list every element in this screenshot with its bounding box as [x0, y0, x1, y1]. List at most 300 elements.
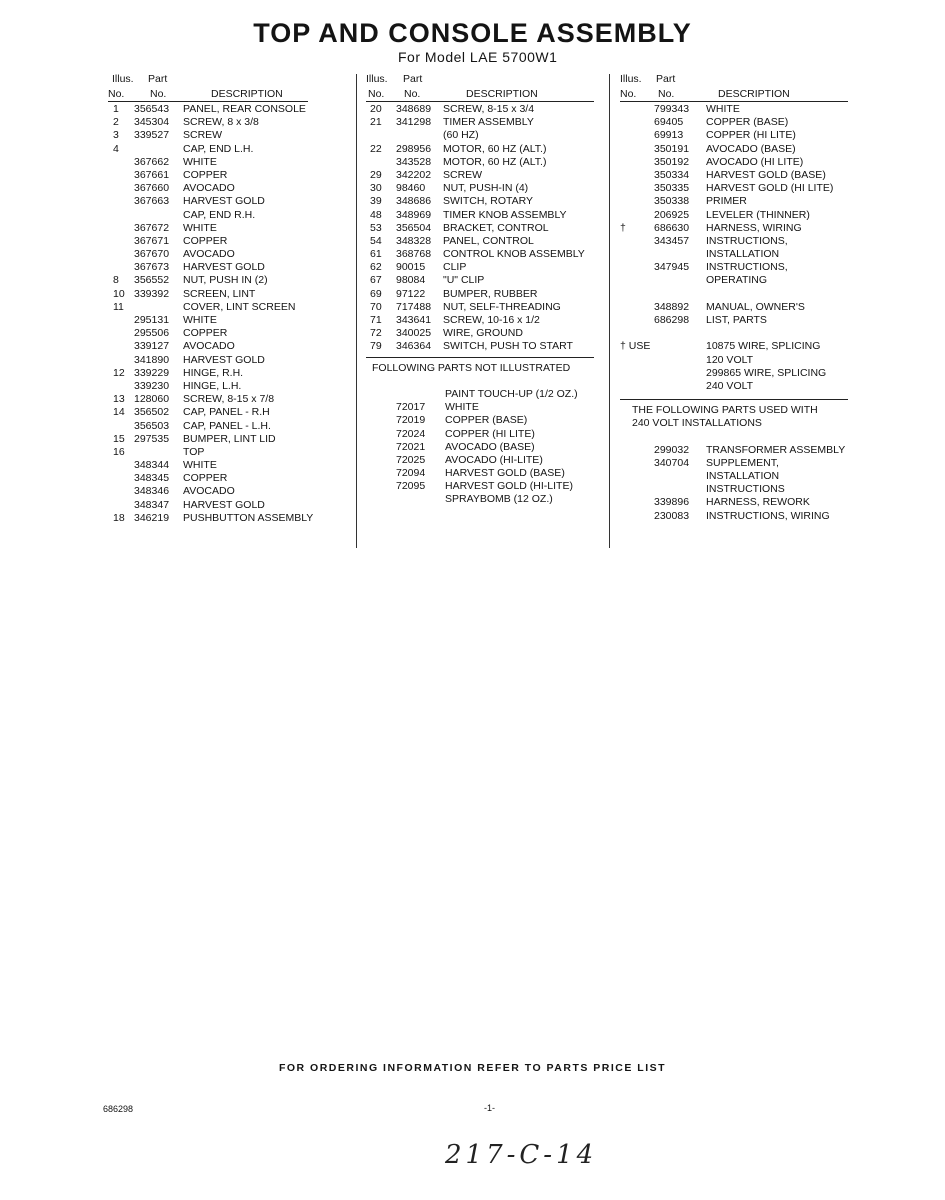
parts-row	[108, 420, 323, 433]
column-header	[108, 73, 323, 103]
page-title: TOP AND CONSOLE ASSEMBLY	[253, 18, 692, 48]
part-number: 298956	[396, 142, 432, 155]
part-number: 339127	[134, 340, 170, 353]
part-number: 348345	[134, 472, 170, 485]
parts-row	[620, 103, 855, 116]
parts-row	[108, 248, 323, 261]
part-description: 10875 WIRE, SPLICING	[706, 340, 821, 353]
parts-row	[108, 354, 323, 367]
part-description: AVOCADO	[183, 485, 235, 498]
part-description: INSTRUCTIONS, WIRING	[706, 509, 830, 522]
parts-row	[108, 406, 323, 419]
parts-row	[620, 444, 855, 457]
part-description: COPPER (BASE)	[445, 414, 528, 427]
part-description: SPRAYBOMB (12 OZ.)	[445, 493, 553, 506]
page-number: -1-	[484, 1103, 495, 1113]
part-number: 717488	[396, 300, 432, 313]
illus-number: 14	[113, 406, 125, 419]
parts-row	[366, 288, 598, 301]
illus-number: 2	[113, 116, 119, 129]
part-description: COPPER	[183, 234, 228, 247]
parts-row	[620, 314, 855, 327]
parts-row	[366, 388, 598, 401]
part-number: 367671	[134, 234, 170, 247]
part-description: SCREW, 10-16 x 1/2	[443, 314, 540, 326]
part-description: COPPER	[183, 327, 228, 340]
illus-number: 70	[370, 300, 382, 313]
part-description: WHITE	[445, 401, 479, 414]
header-part-no: No.	[658, 88, 675, 100]
part-number: 339527	[134, 129, 170, 142]
parts-row	[366, 222, 598, 235]
part-number: 367660	[134, 182, 170, 195]
part-number: 343457	[654, 234, 690, 247]
header-illus-no: No.	[368, 88, 385, 100]
part-description: WIRE, GROUND	[443, 327, 523, 340]
part-number: 72017	[396, 401, 426, 414]
part-description: HARVEST GOLD (BASE)	[706, 168, 826, 181]
column-header	[620, 73, 855, 103]
illus-number: 67	[370, 274, 382, 287]
parts-row	[620, 195, 855, 208]
parts-column-1	[108, 73, 323, 525]
part-description: AVOCADO (HI LITE)	[706, 155, 804, 168]
header-rule	[366, 101, 594, 102]
parts-row	[366, 428, 598, 441]
part-number: 348346	[134, 485, 170, 498]
part-description: CAP, END R.H.	[183, 208, 256, 221]
parts-row	[366, 301, 598, 314]
part-description: WHITE	[706, 103, 740, 115]
part-number: 367673	[134, 261, 170, 274]
part-description: SCREEN, LINT	[183, 287, 256, 300]
illus-number: 29	[370, 168, 382, 181]
parts-row	[366, 156, 598, 169]
part-number: 356543	[134, 103, 170, 115]
parts-row	[108, 393, 323, 406]
parts-row	[620, 261, 855, 274]
part-number: 97122	[396, 287, 426, 300]
part-description: (60 HZ)	[443, 129, 479, 142]
parts-row	[108, 235, 323, 248]
part-number: 348689	[396, 103, 432, 115]
part-description: TOP	[183, 445, 205, 458]
part-number: 69405	[654, 116, 684, 129]
part-number: 350334	[654, 168, 690, 181]
parts-row	[366, 169, 598, 182]
parts-row	[366, 340, 598, 353]
illus-number: 13	[113, 393, 125, 406]
header-part: Part	[403, 73, 423, 85]
part-number: 348344	[134, 459, 170, 472]
part-description: HARNESS, REWORK	[706, 496, 810, 509]
part-description: HINGE, R.H.	[183, 366, 244, 379]
parts-row	[108, 485, 323, 498]
parts-row	[108, 459, 323, 472]
part-description: TIMER KNOB ASSEMBLY	[443, 208, 567, 221]
part-number: 356503	[134, 419, 170, 432]
part-description: LEVELER (THINNER)	[706, 208, 810, 221]
illus-number: 8	[113, 274, 119, 287]
parts-row	[366, 441, 598, 454]
parts-column-2	[366, 73, 598, 507]
header-part: Part	[656, 73, 676, 85]
parts-row	[108, 288, 323, 301]
part-number: 128060	[134, 393, 170, 406]
parts-row	[108, 472, 323, 485]
part-number: 90015	[396, 261, 426, 274]
part-number: 348892	[654, 300, 690, 313]
parts-row	[620, 470, 855, 483]
illus-number: 61	[370, 248, 382, 261]
part-description: CAP, END L.H.	[183, 142, 254, 155]
part-description: COPPER (HI LITE)	[706, 129, 796, 142]
illus-number: 12	[113, 366, 125, 379]
part-number: 356502	[134, 406, 170, 419]
parts-row	[366, 493, 598, 506]
parts-row	[366, 195, 598, 208]
part-description: HARVEST GOLD (BASE)	[445, 467, 565, 480]
parts-row	[366, 401, 598, 414]
illus-number: † USE	[620, 340, 651, 353]
part-number: 350338	[654, 195, 690, 208]
part-description: SUPPLEMENT,	[706, 456, 779, 469]
header-rule	[620, 101, 848, 102]
part-description: SCREW	[183, 129, 223, 142]
illus-number: 20	[370, 103, 382, 115]
parts-row	[108, 367, 323, 380]
volt-240-note-line2: 240 VOLT INSTALLATIONS	[632, 417, 762, 430]
part-description: COVER, LINT SCREEN	[183, 300, 296, 313]
header-part: Part	[148, 73, 168, 85]
parts-row	[366, 209, 598, 222]
parts-row	[620, 380, 855, 393]
illus-number: †	[620, 221, 626, 234]
part-number: 339229	[134, 366, 170, 379]
part-number: 350192	[654, 155, 690, 168]
parts-row	[366, 480, 598, 493]
part-description: HARVEST GOLD	[183, 261, 265, 274]
part-number: 72095	[396, 480, 426, 493]
part-description: PANEL, REAR CONSOLE	[183, 103, 306, 115]
column-divider	[356, 74, 357, 548]
part-number: 299032	[654, 443, 690, 456]
part-description: WHITE	[183, 155, 217, 168]
part-description: AVOCADO (BASE)	[445, 440, 535, 453]
part-description: HARVEST GOLD (HI-LITE)	[445, 480, 573, 493]
part-description: NUT, PUSH IN (2)	[183, 274, 268, 287]
illus-number: 4	[113, 142, 119, 155]
parts-row	[366, 248, 598, 261]
part-description: MOTOR, 60 HZ (ALT.)	[443, 142, 547, 155]
part-description: AVOCADO	[183, 182, 235, 195]
volt-240-parts-list	[620, 444, 855, 523]
parts-row	[620, 340, 855, 353]
column-divider	[609, 74, 610, 548]
part-number: 98460	[396, 182, 426, 195]
part-description: OPERATING	[706, 274, 768, 287]
illus-number: 30	[370, 182, 382, 195]
parts-row	[108, 143, 323, 156]
part-description: TRANSFORMER ASSEMBLY	[706, 443, 846, 456]
parts-row	[108, 222, 323, 235]
parts-row	[366, 116, 598, 129]
parts-row	[108, 380, 323, 393]
header-illus-no: No.	[108, 88, 125, 100]
document-number: 686298	[103, 1104, 134, 1114]
header-description: DESCRIPTION	[211, 88, 283, 100]
part-description: HARVEST GOLD	[183, 498, 265, 511]
parts-row	[620, 327, 855, 340]
header-part-no: No.	[150, 88, 167, 100]
part-description: NUT, PUSH-IN (4)	[443, 182, 529, 195]
part-number: 340704	[654, 456, 690, 469]
column-header	[366, 73, 598, 103]
part-number: 686298	[654, 314, 690, 326]
part-description: BUMPER, LINT LID	[183, 432, 276, 445]
illus-number: 69	[370, 287, 382, 300]
part-number: 350191	[654, 142, 690, 155]
header-illus: Illus.	[366, 73, 388, 85]
part-description: HARNESS, WIRING	[706, 221, 802, 234]
parts-row	[620, 274, 855, 287]
part-description: INSTRUCTIONS,	[706, 234, 788, 247]
part-description: AVOCADO (HI-LITE)	[445, 453, 543, 466]
part-number: 347945	[654, 261, 690, 274]
parts-row	[620, 288, 855, 301]
page-subtitle: For Model LAE 5700W1	[398, 49, 558, 65]
header-description: DESCRIPTION	[718, 88, 790, 100]
part-description: TIMER ASSEMBLY	[443, 116, 534, 129]
parts-row	[620, 235, 855, 248]
illus-number: 22	[370, 142, 382, 155]
illus-number: 11	[113, 300, 124, 313]
header-description: DESCRIPTION	[466, 88, 538, 100]
part-number: 346364	[396, 340, 432, 353]
part-description: COPPER	[183, 168, 228, 181]
part-number: 339896	[654, 496, 690, 509]
part-description: COPPER (HI LITE)	[445, 427, 535, 440]
part-number: 69913	[654, 129, 684, 142]
part-description: SWITCH, ROTARY	[443, 195, 534, 208]
parts-row	[620, 483, 855, 496]
part-number: 348347	[134, 498, 170, 511]
part-description: NUT, SELF-THREADING	[443, 300, 561, 313]
parts-list	[620, 103, 855, 393]
part-number: 343528	[396, 155, 432, 168]
parts-row	[108, 512, 323, 525]
illus-number: 54	[370, 234, 382, 247]
parts-row	[366, 454, 598, 467]
parts-row	[366, 261, 598, 274]
part-description: INSTRUCTIONS	[706, 483, 785, 496]
parts-row	[620, 129, 855, 142]
parts-row	[108, 156, 323, 169]
part-number: 206925	[654, 208, 690, 221]
part-description: PAINT TOUCH-UP (1/2 OZ.)	[445, 387, 578, 400]
part-description: LIST, PARTS	[706, 314, 767, 326]
part-description: "U" CLIP	[443, 274, 485, 287]
part-number: 346219	[134, 511, 170, 524]
parts-row	[108, 182, 323, 195]
parts-row	[620, 169, 855, 182]
part-number: 341890	[134, 353, 170, 366]
part-description: COPPER (BASE)	[706, 116, 789, 129]
part-number: 340025	[396, 327, 432, 340]
parts-column-3	[620, 73, 855, 523]
part-number: 348969	[396, 208, 432, 221]
part-number: 367661	[134, 168, 170, 181]
part-number: 72021	[396, 440, 426, 453]
part-number: 72025	[396, 453, 426, 466]
parts-row	[620, 222, 855, 235]
part-number: 367672	[134, 221, 170, 234]
ordering-footer: FOR ORDERING INFORMATION REFER TO PARTS PRICE LIST	[278, 1062, 667, 1074]
illus-number: 10	[113, 287, 125, 300]
parts-row	[620, 496, 855, 509]
parts-row	[108, 103, 323, 116]
illus-number: 62	[370, 261, 382, 274]
illus-number: 16	[113, 445, 125, 458]
parts-row	[108, 499, 323, 512]
parts-row	[108, 209, 323, 222]
part-number: 72024	[396, 427, 426, 440]
illus-number: 71	[370, 314, 382, 326]
part-number: 367670	[134, 248, 170, 261]
parts-row	[620, 209, 855, 222]
illus-number: 48	[370, 208, 382, 221]
parts-row	[620, 510, 855, 523]
parts-row	[620, 457, 855, 470]
parts-row	[366, 274, 598, 287]
parts-row	[366, 182, 598, 195]
parts-row	[108, 327, 323, 340]
part-number: 348328	[396, 234, 432, 247]
parts-row	[620, 301, 855, 314]
part-number: 345304	[134, 116, 170, 129]
part-number: 98084	[396, 274, 426, 287]
not-illustrated-note: FOLLOWING PARTS NOT ILLUSTRATED	[372, 361, 571, 374]
part-number: 343641	[396, 314, 432, 326]
volt-240-note-line1: THE FOLLOWING PARTS USED WITH	[632, 404, 818, 417]
parts-row	[366, 235, 598, 248]
part-description: HINGE, L.H.	[183, 379, 242, 392]
parts-row	[366, 467, 598, 480]
parts-list	[108, 103, 323, 525]
illus-number: 15	[113, 432, 125, 445]
parts-row	[620, 182, 855, 195]
parts-row	[108, 314, 323, 327]
part-number: 339392	[134, 287, 170, 300]
part-description: HARVEST GOLD (HI LITE)	[706, 182, 834, 195]
part-description: BUMPER, RUBBER	[443, 287, 538, 300]
parts-row	[108, 116, 323, 129]
parts-row	[366, 129, 598, 142]
illus-number: 1	[113, 103, 119, 115]
part-number: 342202	[396, 168, 432, 181]
parts-row	[620, 354, 855, 367]
part-number: 297535	[134, 432, 170, 445]
part-description: MOTOR, 60 HZ (ALT.)	[443, 155, 547, 168]
part-description: INSTALLATION	[706, 470, 780, 483]
part-number: 367663	[134, 195, 170, 208]
parts-row	[366, 327, 598, 340]
part-description: INSTALLATION	[706, 248, 780, 261]
header-rule	[108, 101, 308, 102]
part-number: 686630	[654, 221, 690, 234]
part-description: WHITE	[183, 221, 217, 234]
part-description: CAP, PANEL - R.H	[183, 406, 270, 419]
part-number: 339230	[134, 379, 170, 392]
part-description: PANEL, CONTROL	[443, 234, 534, 247]
part-number: 367662	[134, 155, 170, 168]
parts-row	[620, 367, 855, 380]
part-description: BRACKET, CONTROL	[443, 221, 549, 234]
parts-row	[620, 248, 855, 261]
parts-row	[366, 143, 598, 156]
illus-number: 21	[370, 116, 382, 129]
part-number: 348686	[396, 195, 432, 208]
parts-row	[366, 314, 598, 327]
parts-row	[366, 103, 598, 116]
header-illus: Illus.	[620, 73, 642, 85]
part-number: 230083	[654, 509, 690, 522]
part-number: 72094	[396, 467, 426, 480]
part-number: 295131	[134, 314, 170, 326]
part-description: INSTRUCTIONS,	[706, 261, 788, 274]
parts-row	[108, 433, 323, 446]
handwritten-code: 217-C-14	[445, 1140, 598, 1170]
part-description: HARVEST GOLD	[183, 195, 265, 208]
parts-row	[366, 414, 598, 427]
part-description: PUSHBUTTON ASSEMBLY	[183, 511, 314, 524]
part-description: AVOCADO	[183, 248, 235, 261]
part-description: SCREW, 8-15 x 3/4	[443, 103, 535, 115]
part-description: COPPER	[183, 472, 228, 485]
part-number: 356504	[396, 221, 432, 234]
part-description: SCREW, 8 x 3/8	[183, 116, 259, 129]
part-description: AVOCADO (BASE)	[706, 142, 796, 155]
part-number: 72019	[396, 414, 426, 427]
part-number: 356552	[134, 274, 170, 287]
part-description: PRIMER	[706, 195, 747, 208]
part-description: HARVEST GOLD	[183, 353, 265, 366]
part-number: 341298	[396, 116, 432, 129]
section-rule	[620, 399, 848, 400]
part-description: SCREW, 8-15 x 7/8	[183, 393, 275, 406]
parts-row	[620, 156, 855, 169]
parts-row	[108, 261, 323, 274]
header-illus-no: No.	[620, 88, 637, 100]
parts-row	[620, 143, 855, 156]
part-description: SCREW	[443, 168, 483, 181]
part-description: WHITE	[183, 314, 217, 326]
part-number: 368768	[396, 248, 432, 261]
part-description: MANUAL, OWNER'S	[706, 300, 805, 313]
part-description: SWITCH, PUSH TO START	[443, 340, 573, 353]
part-number: 350335	[654, 182, 690, 195]
parts-row	[108, 340, 323, 353]
part-number: 799343	[654, 103, 690, 115]
illus-number: 72	[370, 327, 382, 340]
parts-list	[366, 103, 598, 354]
parts-row	[108, 195, 323, 208]
illus-number: 39	[370, 195, 382, 208]
part-description: WHITE	[183, 459, 217, 472]
illus-number: 53	[370, 221, 382, 234]
part-description: 120 VOLT	[706, 353, 754, 366]
parts-row	[108, 301, 323, 314]
